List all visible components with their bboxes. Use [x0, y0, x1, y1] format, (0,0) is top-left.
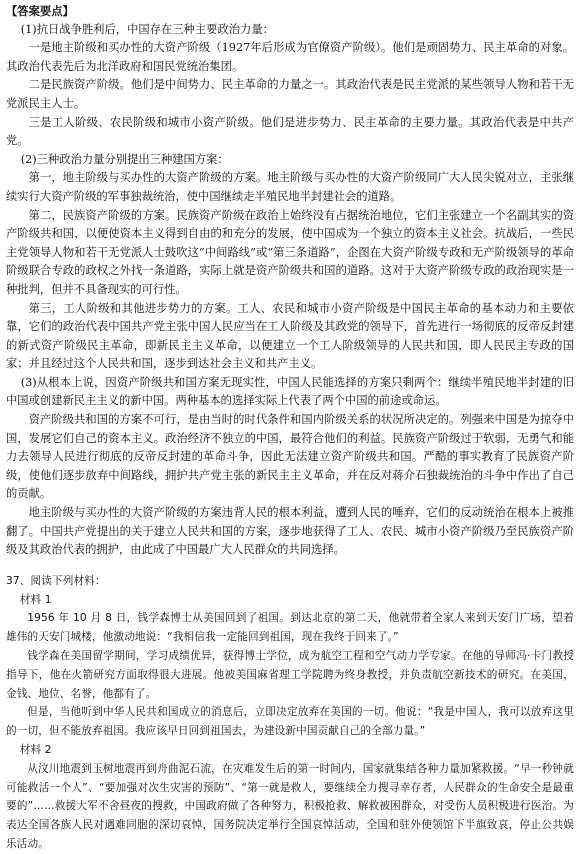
- material-1-paragraph: 钱学森在美国留学期间，学习成绩优异，获得博士学位，成为航空工程和空气动力学专家。在他的导师冯·卡门教授指导下，他在火箭研究方面取得很大进展。他被美国麻省理工学院聘为终身教授，并负责航空新技术的研究。在美国，金钱、地位、名誉，他都有了。: [6, 650, 574, 700]
- material-1-paragraph: 但是，当他听到中华人民共和国成立的消息后，立即决定放弃在美国的一切。他说：“我是中国人，我可以放弃这里的一切，但不能放弃祖国。我应该早日回到祖国去，为建设新中国贡献自己的全部力量。”: [6, 706, 574, 738]
- answer-paragraph: (1)抗日战争胜利后，中国存在三种主要政治力量：: [20, 22, 274, 36]
- answer-paragraph: (3)从根本上说，因资产阶级共和国方案无现实性，中国人民能选择的方案只剩两个：继续半殖民地半封建的旧中国或创建新民主主义的新中国。两种基本的选择实际上代表了两个中国的前途或命运。: [6, 375, 574, 408]
- material-2-paragraph: 从汶川地震到玉树地震再到舟曲泥石流，在灾难发生后的第一时间内，国家就集结各种力量加紧救援。“早一秒钟就可能救活一个人”、“要加强对次生灾害的预防”、“第一就是救人，要继续全力搜寻幸存者，人民群众的生命安全是最重要的”……救援大军不舍昼夜的搜救，中国政府做了各种努力，积极抢救、解救被困群众，对受伤人员积极进行医治。为表达全国各族人民对遇难同胞的深切哀悼，国务院决定举行全国哀悼活动，全国和驻外使领馆下半旗致哀，停止公共娱乐活动。: [6, 762, 574, 850]
- answer-paragraph: 第三，工人阶级和其他进步势力的方案。工人、农民和城市小资产阶级是中国民主革命的基本动力和主要依靠，它们的政治代表中国共产党主张中国人民应当在工人阶级及其政党的领导下，首先进行一场彻底的反帝反封建的新式资产阶级民主革命，即新民主主义革命，以便建立一个工人阶级领导的人民共和国，即人民民主专政的国家；并且经过这个人民共和国，逐步到达社会主义和共产主义。: [6, 301, 574, 371]
- answer-paragraph: 二是民族资产阶级。他们是中间势力、民主革命的力量之一。其政治代表是民主党派的某些领导人物和若干无党派民主人士。: [6, 78, 574, 110]
- answer-paragraph: 第一，地主阶级与买办性的大资产阶级的方案。地主阶级与买办性的大资产阶级同广大人民尖锐对立，主张继续实行大资产阶级的军事独裁统治，使中国继续走半殖民地半封建社会的道路。: [6, 171, 574, 203]
- material-1-label: 材料 1: [19, 593, 52, 606]
- answer-paragraph: 地主阶级与买办性的大资产阶级的方案违背人民的根本利益，遭到人民的唾弃，它们的反动统治在根本上被推翻了。中国共产党提出的关于建立人民共和国的方案，逐步地获得了工人、农民、城市小资产阶级乃至民族资产阶级及其政治代表的拥护，由此成了中国最广大人民群众的共同选择。: [6, 506, 574, 557]
- question-37-heading: 37、阅读下列材料：: [6, 574, 106, 587]
- answer-paragraph: 第二，民族资产阶级的方案。民族资产阶级在政治上始终没有占据统治地位，它们主张建立一个名副其实的资产阶级共和国，以便使资本主义得到自由的和充分的发展，使中国成为一个独立的资本主义社会。抗战后，一些民主党领导人物和若干无党派人士鼓吹这“中间路线”或“第三条道路”，企图在大资产阶级专政和无产阶级领导的革命阶级联合专政的政权之外找一条道路，实际上就是资产阶级共和国的道路。这对于大资产阶级专政的政治现实是一种批判，但并不具备现实的可行性。: [6, 208, 574, 296]
- answer-paragraph: (2)三种政治力量分别提出三种建国方案：: [20, 152, 229, 166]
- answer-key-heading: 【答案要点】: [6, 4, 74, 18]
- question-37-section: [6, 572, 574, 854]
- answer-paragraph: 一是地主阶级和买办性的大资产阶级（1927年后形成为官僚资产阶级）。他们是顽固势力、民主革命的对象。其政治代表先后为北洋政府和国民党统治集团。: [6, 41, 574, 73]
- answer-paragraph: 资产阶级共和国的方案不可行，是由当时的时代条件和国内阶级关系的状况所决定的。列强来中国是为掠夺中国，发展它们自己的资本主义。政治经济不独立的中国，最符合他们的利益。民族资产阶级过于软弱，无勇气和能力去领导人民进行彻底的反帝反封建的革命斗争，因此无法建立资产阶级共和国。严酷的事实教育了民族资产阶级，使他们逐步放弃中间路线，拥护共产党主张的新民主主义革命，并在反对蒋介石独裁统治的斗争中作出了自己的贡献。: [6, 413, 574, 501]
- answer-key-section: [6, 21, 574, 560]
- material-1-paragraph: 1956 年 10 月 8 日，钱学森博士从美国回到了祖国。到达北京的第二天，他就带着全家人来到天安门广场，望着雄伟的天安门城楼，他激动地说：“我相信我一定能回到祖国，现在我终于回来了。”: [6, 612, 574, 644]
- answer-paragraph: 三是工人阶级、农民阶级和城市小资产阶级。他们是进步势力、民主革命的主要力量。其政治代表是中共产党。: [6, 115, 574, 148]
- material-2-label: 材料 2: [19, 743, 52, 756]
